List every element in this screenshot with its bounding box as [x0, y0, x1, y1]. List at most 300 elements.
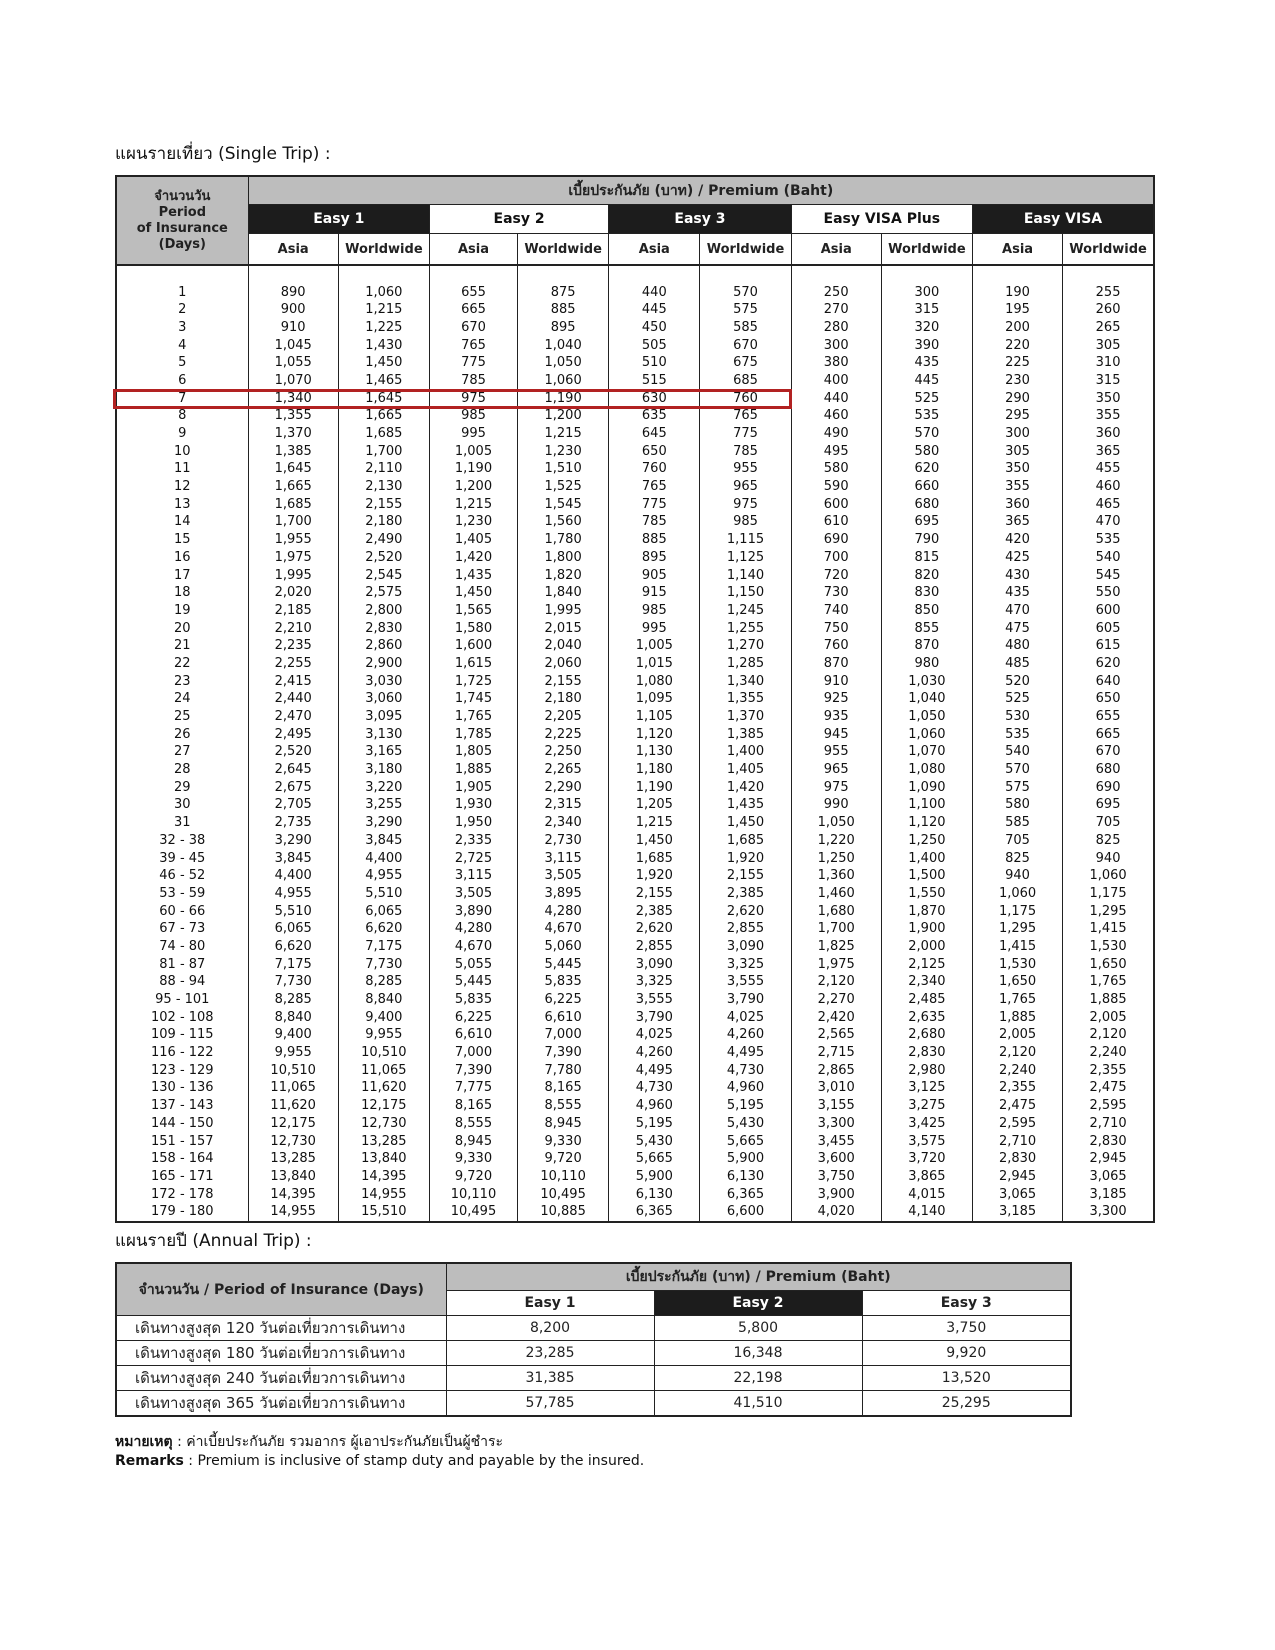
premium-cell: 785	[609, 514, 700, 532]
premium-cell: 4,400	[248, 867, 338, 885]
remarks-thai-label: หมายเหตุ	[115, 1434, 173, 1450]
annual-premium-cell: 22,198	[654, 1366, 862, 1391]
annual-premium-cell: 23,285	[446, 1341, 654, 1366]
premium-cell: 580	[972, 797, 1062, 815]
premium-cell: 460	[791, 408, 881, 426]
premium-cell: 1,070	[248, 372, 338, 390]
premium-cell: 8,840	[248, 1009, 338, 1027]
period-cell: 144 - 150	[116, 1115, 248, 1133]
period-cell: 3	[116, 319, 248, 337]
premium-cell: 1,190	[429, 461, 517, 479]
period-cell: 14	[116, 514, 248, 532]
premium-cell: 3,090	[609, 956, 700, 974]
premium-cell: 465	[1063, 496, 1154, 514]
premium-cell: 2,830	[1063, 1133, 1154, 1151]
premium-cell: 2,335	[429, 832, 517, 850]
premium-cell: 1,370	[248, 425, 338, 443]
table-row	[116, 549, 1154, 567]
table-row	[116, 797, 1154, 815]
period-cell: 30	[116, 797, 248, 815]
premium-cell: 14,955	[248, 1203, 338, 1222]
premium-cell: 2,475	[972, 1097, 1062, 1115]
premium-cell: 695	[881, 514, 972, 532]
premium-cell: 925	[791, 691, 881, 709]
premium-cell: 1,785	[429, 726, 517, 744]
premium-cell: 9,955	[248, 1044, 338, 1062]
premium-cell: 11,065	[338, 1062, 429, 1080]
region-header-row	[116, 234, 1154, 266]
table-row	[116, 620, 1154, 638]
premium-cell: 945	[791, 726, 881, 744]
premium-cell: 5,195	[700, 1097, 791, 1115]
premium-cell: 2,355	[972, 1080, 1062, 1098]
premium-cell: 4,960	[609, 1097, 700, 1115]
table-row	[116, 850, 1154, 868]
premium-cell: 585	[700, 319, 791, 337]
premium-cell: 1,095	[609, 691, 700, 709]
table-row	[116, 673, 1154, 691]
premium-cell: 3,185	[972, 1203, 1062, 1222]
premium-cell: 3,030	[338, 673, 429, 691]
premium-cell: 675	[700, 354, 791, 372]
premium-cell: 1,415	[1063, 920, 1154, 938]
remarks-english	[115, 1452, 644, 1471]
premium-cell: 3,115	[429, 867, 517, 885]
premium-cell: 1,385	[700, 726, 791, 744]
period-header-line: จำนวนวัน	[154, 188, 211, 204]
table-row	[116, 1115, 1154, 1133]
premium-cell: 1,125	[700, 549, 791, 567]
premium-cell: 870	[881, 637, 972, 655]
premium-cell: 775	[609, 496, 700, 514]
period-cell: 4	[116, 337, 248, 355]
premium-cell: 300	[881, 284, 972, 302]
premium-cell: 2,620	[700, 903, 791, 921]
premium-cell: 4,670	[518, 920, 609, 938]
premium-cell: 1,120	[881, 814, 972, 832]
period-cell: 123 - 129	[116, 1062, 248, 1080]
premium-cell: 9,720	[429, 1168, 517, 1186]
premium-cell: 1,130	[609, 744, 700, 762]
period-cell: 10	[116, 443, 248, 461]
premium-cell: 495	[791, 443, 881, 461]
premium-cell: 2,735	[248, 814, 338, 832]
table-row	[116, 991, 1154, 1009]
period-cell: 17	[116, 567, 248, 585]
premium-cell: 200	[972, 319, 1062, 337]
table-row	[116, 602, 1154, 620]
premium-cell: 760	[609, 461, 700, 479]
table-row	[116, 1062, 1154, 1080]
premium-cell: 1,080	[609, 673, 700, 691]
premium-cell: 955	[791, 744, 881, 762]
premium-cell: 885	[609, 531, 700, 549]
premium-cell: 1,055	[248, 354, 338, 372]
period-cell: 81 - 87	[116, 956, 248, 974]
premium-cell: 740	[791, 602, 881, 620]
premium-cell: 400	[791, 372, 881, 390]
remarks-english-label: Remarks	[115, 1453, 184, 1469]
premium-cell: 13,285	[338, 1133, 429, 1151]
premium-cell: 4,730	[700, 1062, 791, 1080]
premium-cell: 1,450	[609, 832, 700, 850]
premium-cell: 1,510	[518, 461, 609, 479]
premium-cell: 4,400	[338, 850, 429, 868]
period-cell: 13	[116, 496, 248, 514]
period-cell: 158 - 164	[116, 1150, 248, 1168]
premium-cell: 1,955	[248, 531, 338, 549]
annual-trip-table-body	[116, 1316, 1071, 1417]
period-cell: 26	[116, 726, 248, 744]
premium-cell: 365	[972, 514, 1062, 532]
premium-cell: 680	[881, 496, 972, 514]
premium-cell: 4,260	[609, 1044, 700, 1062]
premium-cell: 2,155	[609, 885, 700, 903]
premium-cell: 3,180	[338, 761, 429, 779]
premium-cell: 1,230	[429, 514, 517, 532]
premium-cell: 9,955	[338, 1027, 429, 1045]
premium-cell: 8,555	[429, 1115, 517, 1133]
premium-cell: 7,390	[429, 1062, 517, 1080]
premium-cell: 11,620	[248, 1097, 338, 1115]
premium-cell: 455	[1063, 461, 1154, 479]
premium-cell: 2,385	[700, 885, 791, 903]
table-row	[116, 1097, 1154, 1115]
premium-cell: 6,610	[518, 1009, 609, 1027]
premium-cell: 3,890	[429, 903, 517, 921]
premium-cell: 890	[248, 284, 338, 302]
premium-cell: 4,955	[338, 867, 429, 885]
premium-cell: 515	[609, 372, 700, 390]
period-cell: 53 - 59	[116, 885, 248, 903]
period-cell: 24	[116, 691, 248, 709]
premium-cell: 1,465	[338, 372, 429, 390]
premium-cell: 1,545	[518, 496, 609, 514]
table-row	[116, 708, 1154, 726]
premium-cell: 9,400	[248, 1027, 338, 1045]
premium-cell: 310	[1063, 354, 1154, 372]
premium-cell: 3,865	[881, 1168, 972, 1186]
premium-cell: 575	[972, 779, 1062, 797]
premium-cell: 2,265	[518, 761, 609, 779]
premium-cell: 10,885	[518, 1203, 609, 1222]
period-cell: 16	[116, 549, 248, 567]
premium-cell: 1,930	[429, 797, 517, 815]
premium-cell: 3,220	[338, 779, 429, 797]
premium-cell: 680	[1063, 761, 1154, 779]
premium-cell: 10,510	[338, 1044, 429, 1062]
premium-cell: 510	[609, 354, 700, 372]
period-cell: 60 - 66	[116, 903, 248, 921]
table-row	[116, 1150, 1154, 1168]
premium-cell: 955	[700, 461, 791, 479]
premium-cell: 535	[972, 726, 1062, 744]
plan-header: Easy 2	[429, 205, 608, 234]
period-cell: 25	[116, 708, 248, 726]
premium-cell: 5,430	[700, 1115, 791, 1133]
table-row	[116, 354, 1154, 372]
premium-cell: 1,565	[429, 602, 517, 620]
premium-cell: 445	[609, 301, 700, 319]
premium-cell: 685	[700, 372, 791, 390]
premium-cell: 2,830	[972, 1150, 1062, 1168]
period-cell: 23	[116, 673, 248, 691]
premium-cell: 2,255	[248, 655, 338, 673]
region-worldwide-header: Worldwide	[518, 234, 609, 266]
premium-cell: 265	[1063, 319, 1154, 337]
premium-cell: 1,360	[791, 867, 881, 885]
premium-cell: 3,095	[338, 708, 429, 726]
premium-cell: 5,900	[609, 1168, 700, 1186]
premium-cell: 2,225	[518, 726, 609, 744]
premium-cell: 1,885	[429, 761, 517, 779]
premium-cell: 3,505	[518, 867, 609, 885]
premium-cell: 1,295	[972, 920, 1062, 938]
premium-cell: 450	[609, 319, 700, 337]
premium-cell: 2,270	[791, 991, 881, 1009]
premium-cell: 1,215	[518, 425, 609, 443]
premium-cell: 2,485	[881, 991, 972, 1009]
premium-cell: 1,215	[338, 301, 429, 319]
table-row	[116, 319, 1154, 337]
premium-cell: 7,775	[429, 1080, 517, 1098]
premium-cell: 1,975	[791, 956, 881, 974]
premium-cell: 2,620	[609, 920, 700, 938]
premium-cell: 1,190	[609, 779, 700, 797]
premium-cell: 470	[1063, 514, 1154, 532]
table-row	[116, 514, 1154, 532]
premium-cell: 905	[609, 567, 700, 585]
annual-period-label: เดินทางสูงสุด 240 วันต่อเที่ยวการเดินทาง	[116, 1366, 446, 1391]
premium-cell: 2,715	[791, 1044, 881, 1062]
remarks-thai	[115, 1433, 644, 1452]
premium-cell: 2,240	[972, 1062, 1062, 1080]
region-worldwide-header: Worldwide	[700, 234, 791, 266]
premium-cell: 1,190	[518, 390, 609, 408]
premium-cell: 2,340	[881, 974, 972, 992]
premium-cell: 480	[972, 637, 1062, 655]
premium-cell: 1,040	[881, 691, 972, 709]
premium-cell: 570	[881, 425, 972, 443]
premium-cell: 1,355	[700, 691, 791, 709]
premium-cell: 2,490	[338, 531, 429, 549]
premium-cell: 1,120	[609, 726, 700, 744]
premium-cell: 2,340	[518, 814, 609, 832]
premium-cell: 1,230	[518, 443, 609, 461]
premium-cell: 1,700	[338, 443, 429, 461]
premium-cell: 300	[972, 425, 1062, 443]
premium-cell: 575	[700, 301, 791, 319]
premium-header: เบี้ยประกันภัย (บาท) / Premium (Baht)	[248, 176, 1154, 205]
premium-cell: 985	[700, 514, 791, 532]
annual-premium-cell: 8,200	[446, 1316, 654, 1341]
premium-cell: 1,040	[518, 337, 609, 355]
premium-cell: 1,685	[338, 425, 429, 443]
premium-cell: 4,280	[518, 903, 609, 921]
premium-cell: 1,615	[429, 655, 517, 673]
table-row	[116, 920, 1154, 938]
premium-cell: 1,255	[700, 620, 791, 638]
table-row	[116, 832, 1154, 850]
premium-cell: 2,180	[518, 691, 609, 709]
premium-cell: 4,015	[881, 1186, 972, 1204]
premium-cell: 1,150	[700, 584, 791, 602]
premium-cell: 2,385	[609, 903, 700, 921]
premium-cell: 2,710	[1063, 1115, 1154, 1133]
premium-cell: 1,030	[881, 673, 972, 691]
premium-cell: 2,470	[248, 708, 338, 726]
premium-cell: 820	[881, 567, 972, 585]
premium-cell: 765	[609, 478, 700, 496]
premium-cell: 1,400	[700, 744, 791, 762]
premium-cell: 2,680	[881, 1027, 972, 1045]
premium-cell: 5,060	[518, 938, 609, 956]
premium-cell: 825	[972, 850, 1062, 868]
period-cell: 19	[116, 602, 248, 620]
premium-cell: 6,600	[700, 1203, 791, 1222]
premium-cell: 1,270	[700, 637, 791, 655]
premium-cell: 785	[429, 372, 517, 390]
premium-cell: 3,575	[881, 1133, 972, 1151]
premium-cell: 1,500	[881, 867, 972, 885]
premium-cell: 1,370	[700, 708, 791, 726]
premium-cell: 14,395	[338, 1168, 429, 1186]
premium-cell: 1,450	[700, 814, 791, 832]
premium-cell: 720	[791, 567, 881, 585]
premium-cell: 5,665	[609, 1150, 700, 1168]
premium-cell: 8,165	[429, 1097, 517, 1115]
premium-cell: 2,205	[518, 708, 609, 726]
premium-cell: 2,730	[518, 832, 609, 850]
premium-cell: 635	[609, 408, 700, 426]
premium-cell: 1,645	[338, 390, 429, 408]
premium-cell: 650	[1063, 691, 1154, 709]
table-row	[116, 956, 1154, 974]
period-cell: 88 - 94	[116, 974, 248, 992]
premium-cell: 520	[972, 673, 1062, 691]
premium-cell: 1,050	[791, 814, 881, 832]
region-worldwide-header: Worldwide	[1063, 234, 1154, 266]
premium-cell: 5,445	[518, 956, 609, 974]
annual-premium-header: เบี้ยประกันภัย (บาท) / Premium (Baht)	[446, 1263, 1071, 1291]
premium-cell: 585	[972, 814, 1062, 832]
premium-cell: 1,435	[429, 567, 517, 585]
table-row	[116, 779, 1154, 797]
annual-plan-header: Easy 3	[862, 1291, 1071, 1316]
remarks-english-text: : Premium is inclusive of stamp duty and payable by the insured.	[183, 1453, 645, 1469]
premium-cell: 2,155	[700, 867, 791, 885]
premium-cell: 915	[609, 584, 700, 602]
annual-premium-cell: 25,295	[862, 1391, 1071, 1417]
premium-cell: 1,415	[972, 938, 1062, 956]
premium-cell: 600	[791, 496, 881, 514]
premium-cell: 3,900	[791, 1186, 881, 1204]
premium-cell: 2,865	[791, 1062, 881, 1080]
period-cell: 165 - 171	[116, 1168, 248, 1186]
premium-cell: 1,600	[429, 637, 517, 655]
premium-cell: 2,420	[791, 1009, 881, 1027]
period-cell: 15	[116, 531, 248, 549]
premium-cell: 1,805	[429, 744, 517, 762]
premium-cell: 600	[1063, 602, 1154, 620]
premium-cell: 3,290	[248, 832, 338, 850]
premium-cell: 4,020	[791, 1203, 881, 1222]
premium-cell: 3,720	[881, 1150, 972, 1168]
table-row	[116, 726, 1154, 744]
premium-cell: 2,355	[1063, 1062, 1154, 1080]
premium-cell: 1,650	[972, 974, 1062, 992]
premium-cell: 8,165	[518, 1080, 609, 1098]
premium-cell: 4,495	[700, 1044, 791, 1062]
table-row	[116, 867, 1154, 885]
premium-cell: 290	[972, 390, 1062, 408]
premium-cell: 760	[700, 390, 791, 408]
table-row	[116, 531, 1154, 549]
premium-cell: 1,060	[518, 372, 609, 390]
premium-cell: 2,520	[338, 549, 429, 567]
premium-cell: 1,060	[881, 726, 972, 744]
premium-cell: 390	[881, 337, 972, 355]
premium-cell: 1,430	[338, 337, 429, 355]
premium-cell: 2,705	[248, 797, 338, 815]
annual-row	[116, 1316, 1071, 1341]
period-cell: 27	[116, 744, 248, 762]
premium-cell: 1,060	[972, 885, 1062, 903]
period-cell: 7	[116, 390, 248, 408]
premium-cell: 1,005	[609, 637, 700, 655]
premium-cell: 765	[429, 337, 517, 355]
premium-cell: 3,115	[518, 850, 609, 868]
premium-cell: 13,285	[248, 1150, 338, 1168]
table-row	[116, 496, 1154, 514]
premium-cell: 2,015	[518, 620, 609, 638]
premium-cell: 435	[972, 584, 1062, 602]
premium-cell: 3,455	[791, 1133, 881, 1151]
table-row	[116, 390, 1154, 408]
premium-cell: 1,250	[881, 832, 972, 850]
premium-cell: 225	[972, 354, 1062, 372]
premium-cell: 1,665	[248, 478, 338, 496]
premium-cell: 2,855	[700, 920, 791, 938]
premium-cell: 420	[972, 531, 1062, 549]
premium-cell: 3,750	[791, 1168, 881, 1186]
period-cell: 11	[116, 461, 248, 479]
premium-cell: 3,790	[700, 991, 791, 1009]
premium-cell: 2,180	[338, 514, 429, 532]
premium-cell: 4,280	[429, 920, 517, 938]
premium-cell: 2,020	[248, 584, 338, 602]
premium-cell: 3,060	[338, 691, 429, 709]
premium-cell: 14,955	[338, 1186, 429, 1204]
premium-cell: 3,325	[609, 974, 700, 992]
period-cell: 95 - 101	[116, 991, 248, 1009]
premium-cell: 1,825	[791, 938, 881, 956]
premium-cell: 5,055	[429, 956, 517, 974]
premium-cell: 2,945	[1063, 1150, 1154, 1168]
premium-cell: 2,565	[791, 1027, 881, 1045]
premium-cell: 3,130	[338, 726, 429, 744]
premium-cell: 3,845	[248, 850, 338, 868]
premium-cell: 12,175	[338, 1097, 429, 1115]
premium-cell: 3,895	[518, 885, 609, 903]
period-cell: 172 - 178	[116, 1186, 248, 1204]
premium-cell: 1,685	[248, 496, 338, 514]
table-row	[116, 372, 1154, 390]
premium-cell: 8,285	[248, 991, 338, 1009]
premium-cell: 4,955	[248, 885, 338, 903]
premium-cell: 1,900	[881, 920, 972, 938]
annual-period-label: เดินทางสูงสุด 365 วันต่อเที่ยวการเดินทาง	[116, 1391, 446, 1417]
